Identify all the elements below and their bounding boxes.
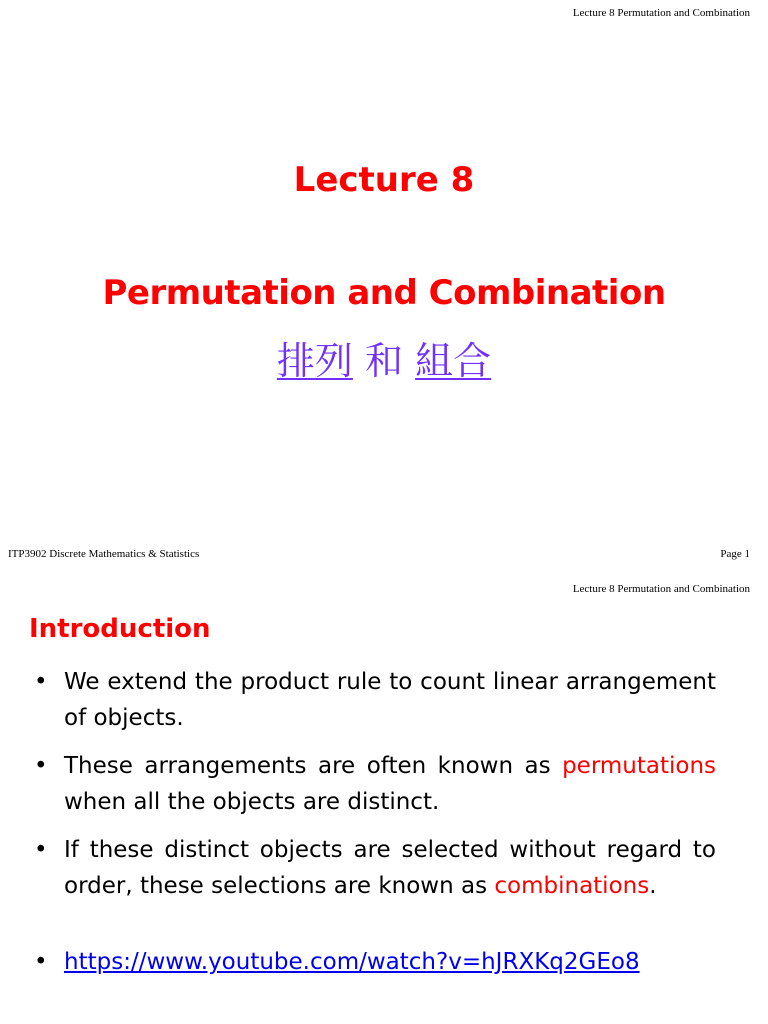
chinese-title-link-permutation[interactable]: 排列	[276, 339, 353, 383]
youtube-link[interactable]: https://www.youtube.com/watch?v=hJRXKq2GEo8	[64, 949, 640, 975]
section-heading: Introduction	[29, 614, 211, 644]
bullet-list	[30, 664, 716, 992]
bullet-icon: •	[34, 837, 48, 863]
page-number: Page 1	[720, 548, 750, 560]
bullet-text: These arrangements are often known as	[64, 753, 563, 779]
slide-header: Lecture 8 Permutation and Combination	[572, 583, 750, 595]
term-combinations: combinations	[494, 873, 650, 899]
bullet-text: when all the objects are distinct.	[64, 789, 440, 815]
slide-header: Lecture 8 Permutation and Combination	[572, 7, 750, 19]
course-footer: ITP3902 Discrete Mathematics & Statistics	[8, 548, 200, 560]
bullet-text: If these distinct objects are selected without regard to order, these selections are known as	[64, 837, 716, 899]
bullet-text: .	[649, 873, 657, 899]
introduction-slide	[0, 576, 768, 1024]
list-item	[30, 748, 716, 820]
chinese-title	[0, 330, 768, 385]
list-item	[30, 664, 716, 736]
lecture-subtitle: Permutation and Combination	[102, 273, 666, 313]
bullet-icon: •	[34, 949, 48, 975]
list-item	[30, 944, 716, 980]
bullet-icon: •	[34, 753, 48, 779]
term-permutations: permutations	[562, 753, 716, 779]
lecture-title: Lecture 8	[293, 160, 475, 200]
chinese-title-link-combination[interactable]: 組合	[415, 339, 492, 383]
chinese-title-and: 和	[364, 339, 403, 383]
bullet-icon: •	[34, 669, 48, 695]
bullet-text: We extend the product rule to count linear arrangement of objects.	[64, 669, 716, 731]
list-item	[30, 832, 716, 904]
